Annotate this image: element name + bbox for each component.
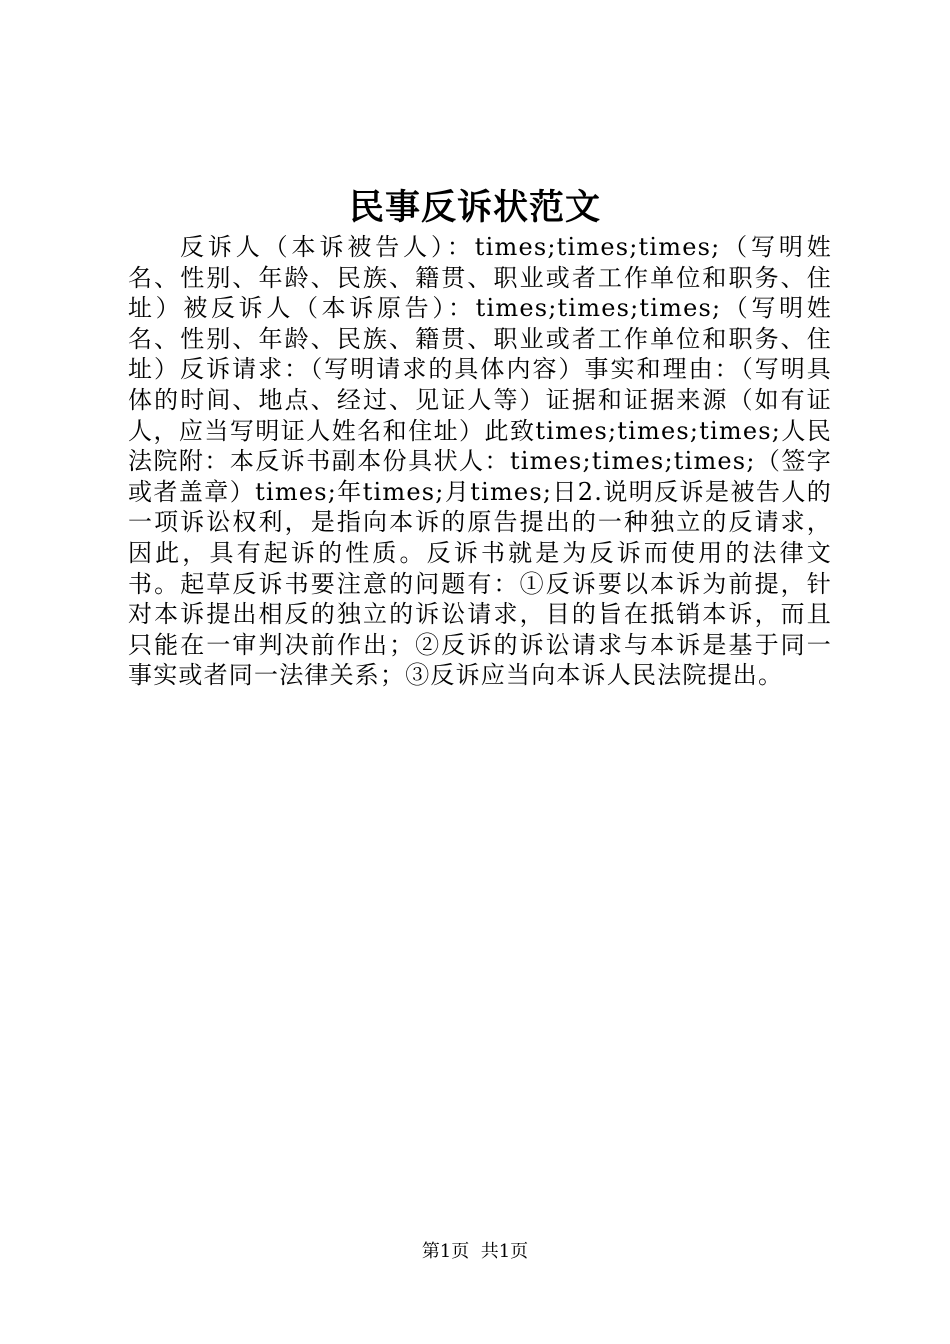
page-number-total: 共1页 [480, 1241, 529, 1262]
document-title: 民事反诉状范文 [348, 187, 601, 228]
page-footer [0, 1240, 950, 1264]
document-body: 反诉人（本诉被告人）：times;times;times;（写明姓名、性别、年龄、民族、籍贯、职业或者工作单位和职务、住址）被反诉人（本诉原告）：times;times;times;（写明姓名、性别、年龄、民族、籍贯、职业或者工作单位和职务、住址）反诉请求：（写明请求的具体内容）事实和理由：（写明具体的时间、地点、经过、见证人等）证据和证据来源（如有证人，应当写明证人姓名和住址）此致times;times;times;人民法院附：本反诉书副本份具状人：times;times;times;（签字或者盖章）times;年times;月times;日2.说明反诉是被告人的一项诉讼权利，是指向本诉的原告提出的一种独立的反请求，因此，具有起诉的性质。反诉书就是为反诉而使用的法律文书。起草反诉书要注意的问题有：①反诉要以本诉为前提，针对本诉提出相反的独立的诉讼请求，目的旨在抵销本诉，而且只能在一审判决前作出；②反诉的诉讼请求与本诉是基于同一事实或者同一法律关系；③反诉应当向本诉人民法院提出。 [128, 233, 832, 690]
page-number-current: 第1页 [421, 1241, 470, 1262]
footer-separator [469, 1241, 480, 1262]
